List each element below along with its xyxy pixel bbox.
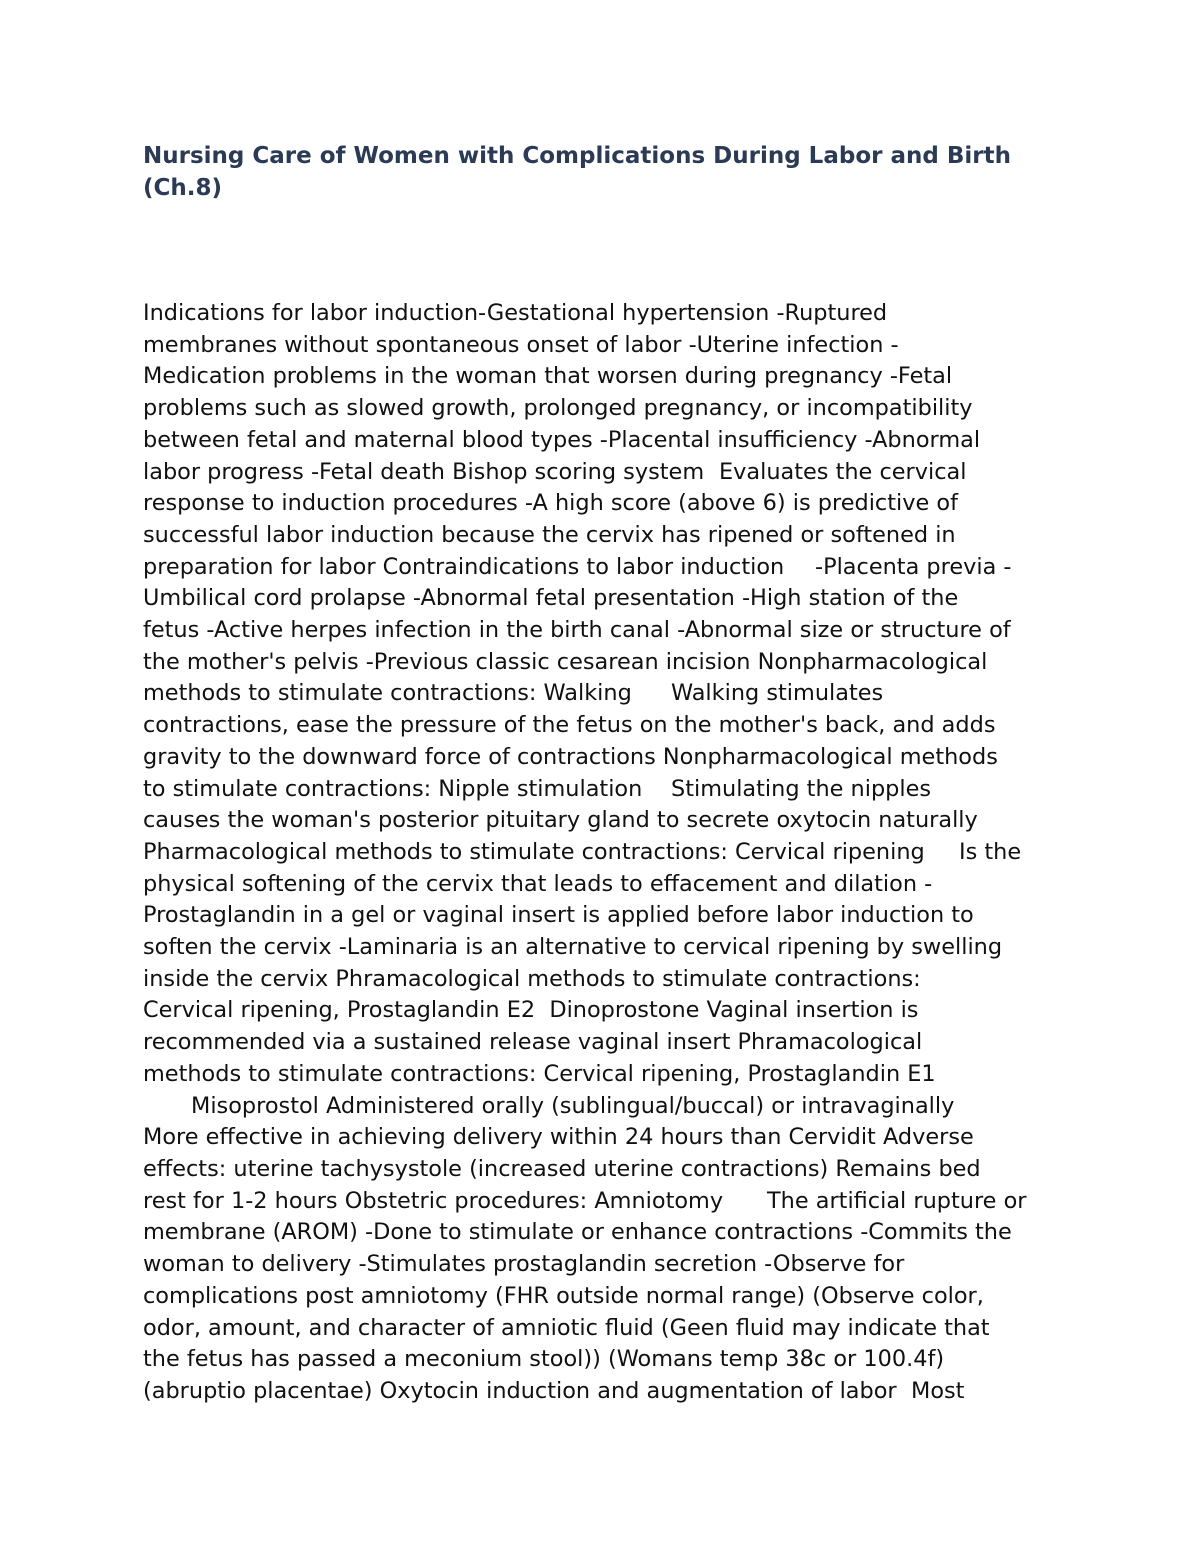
body-line: odor, amount, and character of amniotic fluid (Geen fluid may indicate that: [143, 1314, 990, 1341]
body-line: (abruptio placentae) Oxytocin induction and augmentation of labor Most: [143, 1377, 965, 1404]
body-line: complications post amniotomy (FHR outside normal range) (Observe color,: [143, 1282, 984, 1309]
body-line: preparation for labor Contraindications to labor induction -Placenta previa -: [143, 553, 1012, 580]
body-line: fetus -Active herpes infection in the birth canal -Abnormal size or structure of: [143, 617, 1011, 644]
body-line: inside the cervix Phramacological methods to stimulate contractions:: [143, 965, 921, 992]
body-line: successful labor induction because the cervix has ripened or softened in: [143, 521, 956, 548]
body-line: woman to delivery -Stimulates prostaglandin secretion -Observe for: [143, 1251, 905, 1278]
body-line: causes the woman's posterior pituitary gland to secrete oxytocin naturally: [143, 807, 978, 834]
body-line: Medication problems in the woman that worsen during pregnancy -Fetal: [143, 363, 953, 390]
body-line: More effective in achieving delivery within 24 hours than Cervidit Adverse: [143, 1124, 974, 1151]
body-line: Prostaglandin in a gel or vaginal insert is applied before labor induction to: [143, 902, 974, 929]
body-line: recommended via a sustained release vaginal insert Phramacological: [143, 1029, 923, 1056]
body-line: methods to stimulate contractions: Cervical ripening, Prostaglandin E1: [143, 1060, 936, 1087]
body-line: Cervical ripening, Prostaglandin E2 Dinoprostone Vaginal insertion is: [143, 997, 919, 1024]
body-line: methods to stimulate contractions: Walking Walking stimulates: [143, 680, 884, 707]
document-title-line: Nursing Care of Women with Complications During Labor and Birth: [143, 143, 1011, 169]
body-line: labor progress -Fetal death Bishop scoring system Evaluates the cervical: [143, 458, 967, 485]
body-line: soften the cervix -Laminaria is an alternative to cervical ripening by swelling: [143, 934, 1003, 961]
body-line: response to induction procedures -A high score (above 6) is predictive of: [143, 490, 958, 517]
body-line: Misoprostol Administered orally (sublingual/buccal) or intravaginally: [143, 1092, 955, 1119]
body-line: rest for 1-2 hours Obstetric procedures: Amniotomy The artificial rupture or: [143, 1187, 1027, 1214]
body-line: to stimulate contractions: Nipple stimulation Stimulating the nipples: [143, 775, 932, 802]
body-line: problems such as slowed growth, prolonged pregnancy, or incompatibility: [143, 395, 973, 422]
body-line: membranes without spontaneous onset of labor -Uterine infection -: [143, 331, 899, 358]
body-line: between fetal and maternal blood types -Placental insufficiency -Abnormal: [143, 426, 981, 453]
body-line: membrane (AROM) -Done to stimulate or enhance contractions -Commits the: [143, 1219, 1012, 1246]
body-line: physical softening of the cervix that leads to effacement and dilation -: [143, 870, 933, 897]
body-line: contractions, ease the pressure of the fetus on the mother's back, and adds: [143, 712, 996, 739]
body-line: the fetus has passed a meconium stool)) (Womans temp 38c or 100.4f): [143, 1346, 945, 1373]
document-body: [143, 298, 1103, 1408]
document-title: [143, 140, 1063, 204]
document-title-line: (Ch.8): [143, 175, 223, 201]
body-line: Pharmacological methods to stimulate contractions: Cervical ripening Is the: [143, 838, 1022, 865]
body-line: the mother's pelvis -Previous classic cesarean incision Nonpharmacological: [143, 648, 988, 675]
body-line: Umbilical cord prolapse -Abnormal fetal presentation -High station of the: [143, 585, 959, 612]
body-line: gravity to the downward force of contractions Nonpharmacological methods: [143, 743, 998, 770]
body-line: effects: uterine tachysystole (increased uterine contractions) Remains bed: [143, 1155, 981, 1182]
body-line: Indications for labor induction-Gestational hypertension -Ruptured: [143, 300, 888, 326]
